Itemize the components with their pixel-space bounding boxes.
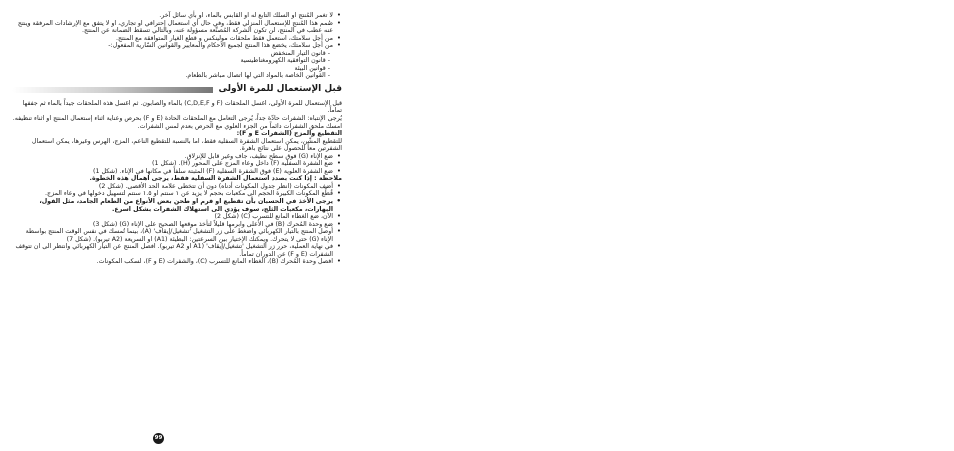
- safety-bullet: • لا تغمر المُنتج او السلك التابع له او القابس بالماء، او بأي سائل آخر.: [12, 12, 342, 20]
- section-title: قبل الإستعمال للمرة الأولى: [213, 83, 342, 95]
- step-item: • الآن، ضع الغطاء المانع للتسرب (C) (شكل 2): [12, 213, 342, 221]
- intro-paragraph: قبل الإستعمال للمرة الأولى، اغسل الملحقات (F و C,D,E,F) بالماء والصابون. ثم اغسل هذه الملحقات جيداً بالماء ثم جففها تماماً.: [22, 99, 342, 115]
- safety-bullets: [12, 12, 342, 50]
- regulations-list: [12, 50, 342, 80]
- steps-list: [12, 153, 342, 266]
- step-item: • افصل وحدة المُحرك (B)، الغطاء المانع للتسرب (C)، والشفرات (E و F)، لسكب المكونات.: [12, 258, 342, 266]
- step-note: ملاحظة : إذا كنت بصدد استعمال الشفرة السفلية فقط، يرجى اهمال هذه الخطوة.: [89, 175, 342, 183]
- step-warning: • يرجى الأخذ في الحسبان بأن تقطيع او فرم او طحن بعض الأنواع من الطعام الجامد، مثل الفول، البهارات، مكعبات الثلج، سوف يؤدي الى استهلاك الشفرات بشكل اسرع.: [12, 198, 342, 213]
- step-item: • أضف المكونات (انظر جدول المكونات أدناه) دون أن تتخطى علامة الحد الأقصى. (شكل 2): [12, 183, 342, 191]
- step-item: • ضع الشفرة السفلية (F) داخل وعاء المزج على المحور (H). (شكل 1): [12, 160, 342, 168]
- step-item: • قُطّع المكونات الكبيرة الحجم الى مكعبات بحجم لا يزيد عن ١ سنتم او ١.٥ سنتم لتسهيل دخولها في وعاء المزج.: [12, 190, 342, 198]
- regulation-item: - قوانين البيئة: [294, 64, 330, 72]
- section-header: [12, 84, 342, 96]
- step-item: • أوصل المنتج بالتيار الكهربائي واضغط على زر التشغيل 'تشغيل/إيقاف' (A)، بينما تُمسك في نفس الوقت المنتج بواسطة الإناء (G) حتى لا يتحرك. ويمكنك الإختيار بين السرعتين: البطيئة (A1) او السريعة (A2 تيربو). (شكل 7): [12, 228, 342, 243]
- manual-page: [12, 12, 342, 266]
- step-item: • ضع وحدة المُحرك (B) في الأعلى وابرمها قليلاً لتأخذ موقعها الصحيح على الإناء (G) (شكل 3): [12, 221, 342, 229]
- warning-paragraph: يُرجى الإنتباه: الشفرات حادّة جداً، يُرجى التعامل مع الملحقات الحادة (E و F) بحرص وعناية اثناء إستعمال المنتج او اثناء تنظيفه. امسك ملحق الشفرات دائماً من الجزء العلوي مع الحرص بعدم لمس الشفرات.: [12, 115, 342, 130]
- safety-bullet: • من أجل سلامتك، يخضع هذا المنتج لجميع الاحكام والمعايير والقوانين السّارية المفعول:-: [12, 42, 342, 50]
- safety-bullet: • صُمم هذا المُنتج للإستعمال المنزلي فقط، وفي حال أي استعمال إحترافي او تجاري، او لا يتفق مع الإرشادات المرفقة وينتج عنه عطب في المنتج، لن تكون الشركة المُصنِّعة مسؤولة عنه، وبالتالي تسقط الضمانة عن المنتج.: [12, 20, 342, 35]
- regulation-item: - قانون التيار المنخفض: [270, 49, 330, 57]
- sub-heading: التقطيع والمزج (الشفرات E و F):: [236, 130, 342, 138]
- step-item: • ضع الشفرة العلوية (E) فوق الشفرة السفلية (F) المثبتة سلفاً في مكانها في الإناء. (شكل 1): [12, 168, 342, 176]
- intro-text: [12, 100, 342, 130]
- sub-intro: للتقطيع المشّن، يمكن استعمال الشفرة السفلية فقط، اما بالنسبة للتقطيع الناعم، المزج، الهرس وغيرها، يمكن استعمال الشفرتين معاً للحصول على نتائج باهرة.: [31, 137, 342, 153]
- regulation-item: - القوانين الخاصة بالمواد التي لها اتصال مباشر بالطعام.: [185, 72, 330, 80]
- safety-bullet: • من أجل سلامتك، استعمل فقط ملحقات مولينكس و قطع الغيار المتوافقة مع المنتج.: [12, 35, 342, 43]
- page-number-badge: 99: [153, 433, 164, 444]
- step-item: • ضع الإناء (G) فوق سطح نظيف، جاف وغير قابل للإنزلاق.: [12, 153, 342, 161]
- regulation-item: - قانون التوافقية الكهرومغناطيسية: [240, 57, 330, 65]
- step-item: • في نهاية العملية، حرر زر التشغيل 'تشغيل/إيقاف' (A1 او A2 تيربو). افصل المنتج عن التيار الكهربائي وانتظر الى ان تتوقف الشفرات (E و F) عن الدوران تماماً.: [12, 243, 342, 258]
